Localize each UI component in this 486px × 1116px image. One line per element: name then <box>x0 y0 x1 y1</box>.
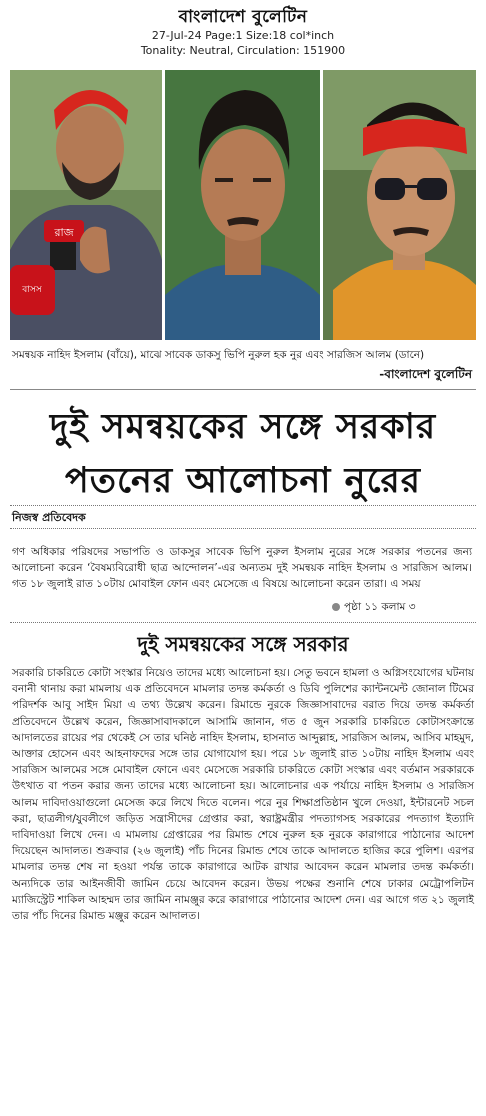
headline-line2: পতনের আলোচনা নুরের <box>64 460 422 501</box>
jump-line <box>332 600 416 617</box>
masthead: বাংলাদেশ বুলেটিন <box>178 7 308 27</box>
photo-caption: সমন্বয়ক নাহিদ ইসলাম (বাঁয়ে), মাঝে সাবেক ডাকসু ভিপি নুরুল হক নুর এবং সারজিস আলম (ডানে) <box>12 349 425 361</box>
photo-nahid <box>10 70 162 340</box>
photo-strip <box>10 70 476 340</box>
bullet-icon <box>332 603 340 611</box>
headline-line1: দুই সমন্বয়কের সঙ্গে সরকার <box>49 406 437 447</box>
photo-credit: -বাংলাদেশ বুলেটিন <box>379 367 472 381</box>
photo-nur <box>165 70 320 340</box>
continuation-subhead: দুই সমন্বয়কের সঙ্গে সরকার <box>137 632 349 656</box>
lead-paragraph: গণ অধিকার পরিষদের সভাপতি ও ডাকসুর সাবেক ভিপি নুরুল ইসলাম নুরের সঙ্গে সরকার পতনের জন্য আলোচনা করেন ‘বৈষম্যবিরোধী ছাত্র আন্দোলন’-এর অন্যতম দুই সমন্বয়ক নাহিদ ইসলাম ও সারজিস আলম। গত ১৮ জুলাই রাত ১০টায় মোবাইল ফোন এবং মেসেজে এ বিষয়ে আলোচনা করেন তারা। এ সময় <box>12 546 472 590</box>
jump-text: পৃষ্ঠা ১১ কলাম ৩ <box>344 601 416 613</box>
clip-meta-line1: 27-Jul-24 Page:1 Size:18 col*inch <box>151 29 335 42</box>
mic-label-2: বাসস <box>22 285 42 295</box>
body-text: সরকারি চাকরিতে কোটা সংস্কার নিয়েও তাদের মধ্যে আলোচনা হয়। সেতু ভবনে হামলা ও অগ্নিসংযোগের ঘটনায় বনানী থানায় করা মামলায় এক প্রতিবেদনে মামলার তদন্ত কর্মকর্তা ও ডিবি পুলিশের ক্যান্টনমেন্ট জোনাল টিমের পরিদর্শক আবু সাইদ মিয়া এ তথ্য উল্লেখ করেন। রিমান্ডে নুরকে জিজ্ঞাসাবাদের বরাত দিয়ে তদন্ত কর্মকর্তা প্রতিবেদনে উল্লেখ করেন, জিজ্ঞাসাবাদকালে আসামি জানান, গত ৫ জুন সরকারি চাকরিতে কোটাসংক্রান্তে আদালতের রায়ের পর থেকেই সে তার ঘনিষ্ঠ নাহিদ ইসলাম, হাসনাত আব্দুল্লাহ, সারজিস আলম, আসিব মাহমুদ, আক্তার হোসেন এবং আহনাফদের সঙ্গে তার যোগাযোগ হয়। পরে ১৮ জুলাই রাত ১০টায় নাহিদ ইসলাম এবং সারজিস আলমের সঙ্গে মোবাইল ফোনে এবং মেসেজে সরকারি চাকরিতে কোটা সংস্কার এবং বর্তমান সরকারকে উৎখাত বা পতন করার জন্য তাদের মধ্যে আলোচনা হয়। আলোচনার এক পর্যায়ে নাহিদ ইসলাম ও সারজিস আলম দাবিদাওয়াগুলো মেসেজ করে লিখে দিতে বলেন। পরে নুর শিক্ষাপ্রতিষ্ঠান খুলে দেওয়া, ইন্টারনেট সচল করা, ছাত্রলীগ/যুবলীগে জড়িত সন্ত্রাসীদের গ্রেপ্তার করা, স্বরাষ্ট্রমন্ত্রীর পদত্যাগসহ সরকারের পদত্যাগ ইত্যাদি দাবিদাওয়া লিখে দেন। এ মামলায় গ্রেপ্তারের পর রিমান্ড শেষে নুরুল হক নুরকে কারাগারে পাঠানোর আদেশ দিয়েছেন আদালত। শুক্রবার (২৬ জুলাই) পাঁচ দিনের রিমান্ড শেষে তাকে আদালতে হাজির করে পুলিশ। এরপর মামলার তদন্ত শেষ না হওয়া পর্যন্ত তাকে কারাগারে আটক রাখার আবেদন করেন মামলার তদন্ত কর্মকর্তা। অন্যদিকে তার আইনজীবী জামিন চেয়ে আবেদন করেন। উভয় পক্ষের শুনানি শেষে ঢাকার মেট্রোপলিটন ম্যাজিস্ট্রেট শাকিল আহম্মদ তার জামিন নামঞ্জুর করে কারাগারে পাঠানোর আদেশ দেন। এর আগে গত ২১ জুলাই তার পাঁচ দিনের রিমান্ড মঞ্জুর করেন আদালত। <box>12 667 474 923</box>
clip-meta-line2: Tonality: Neutral, Circulation: 151900 <box>140 44 346 57</box>
divider <box>10 389 476 390</box>
divider <box>10 528 476 529</box>
divider <box>10 622 476 623</box>
photo-sarjis <box>323 70 476 340</box>
divider <box>10 505 476 506</box>
byline: নিজস্ব প্রতিবেদক <box>12 511 86 524</box>
mic-label-1: রাজ <box>54 226 74 239</box>
